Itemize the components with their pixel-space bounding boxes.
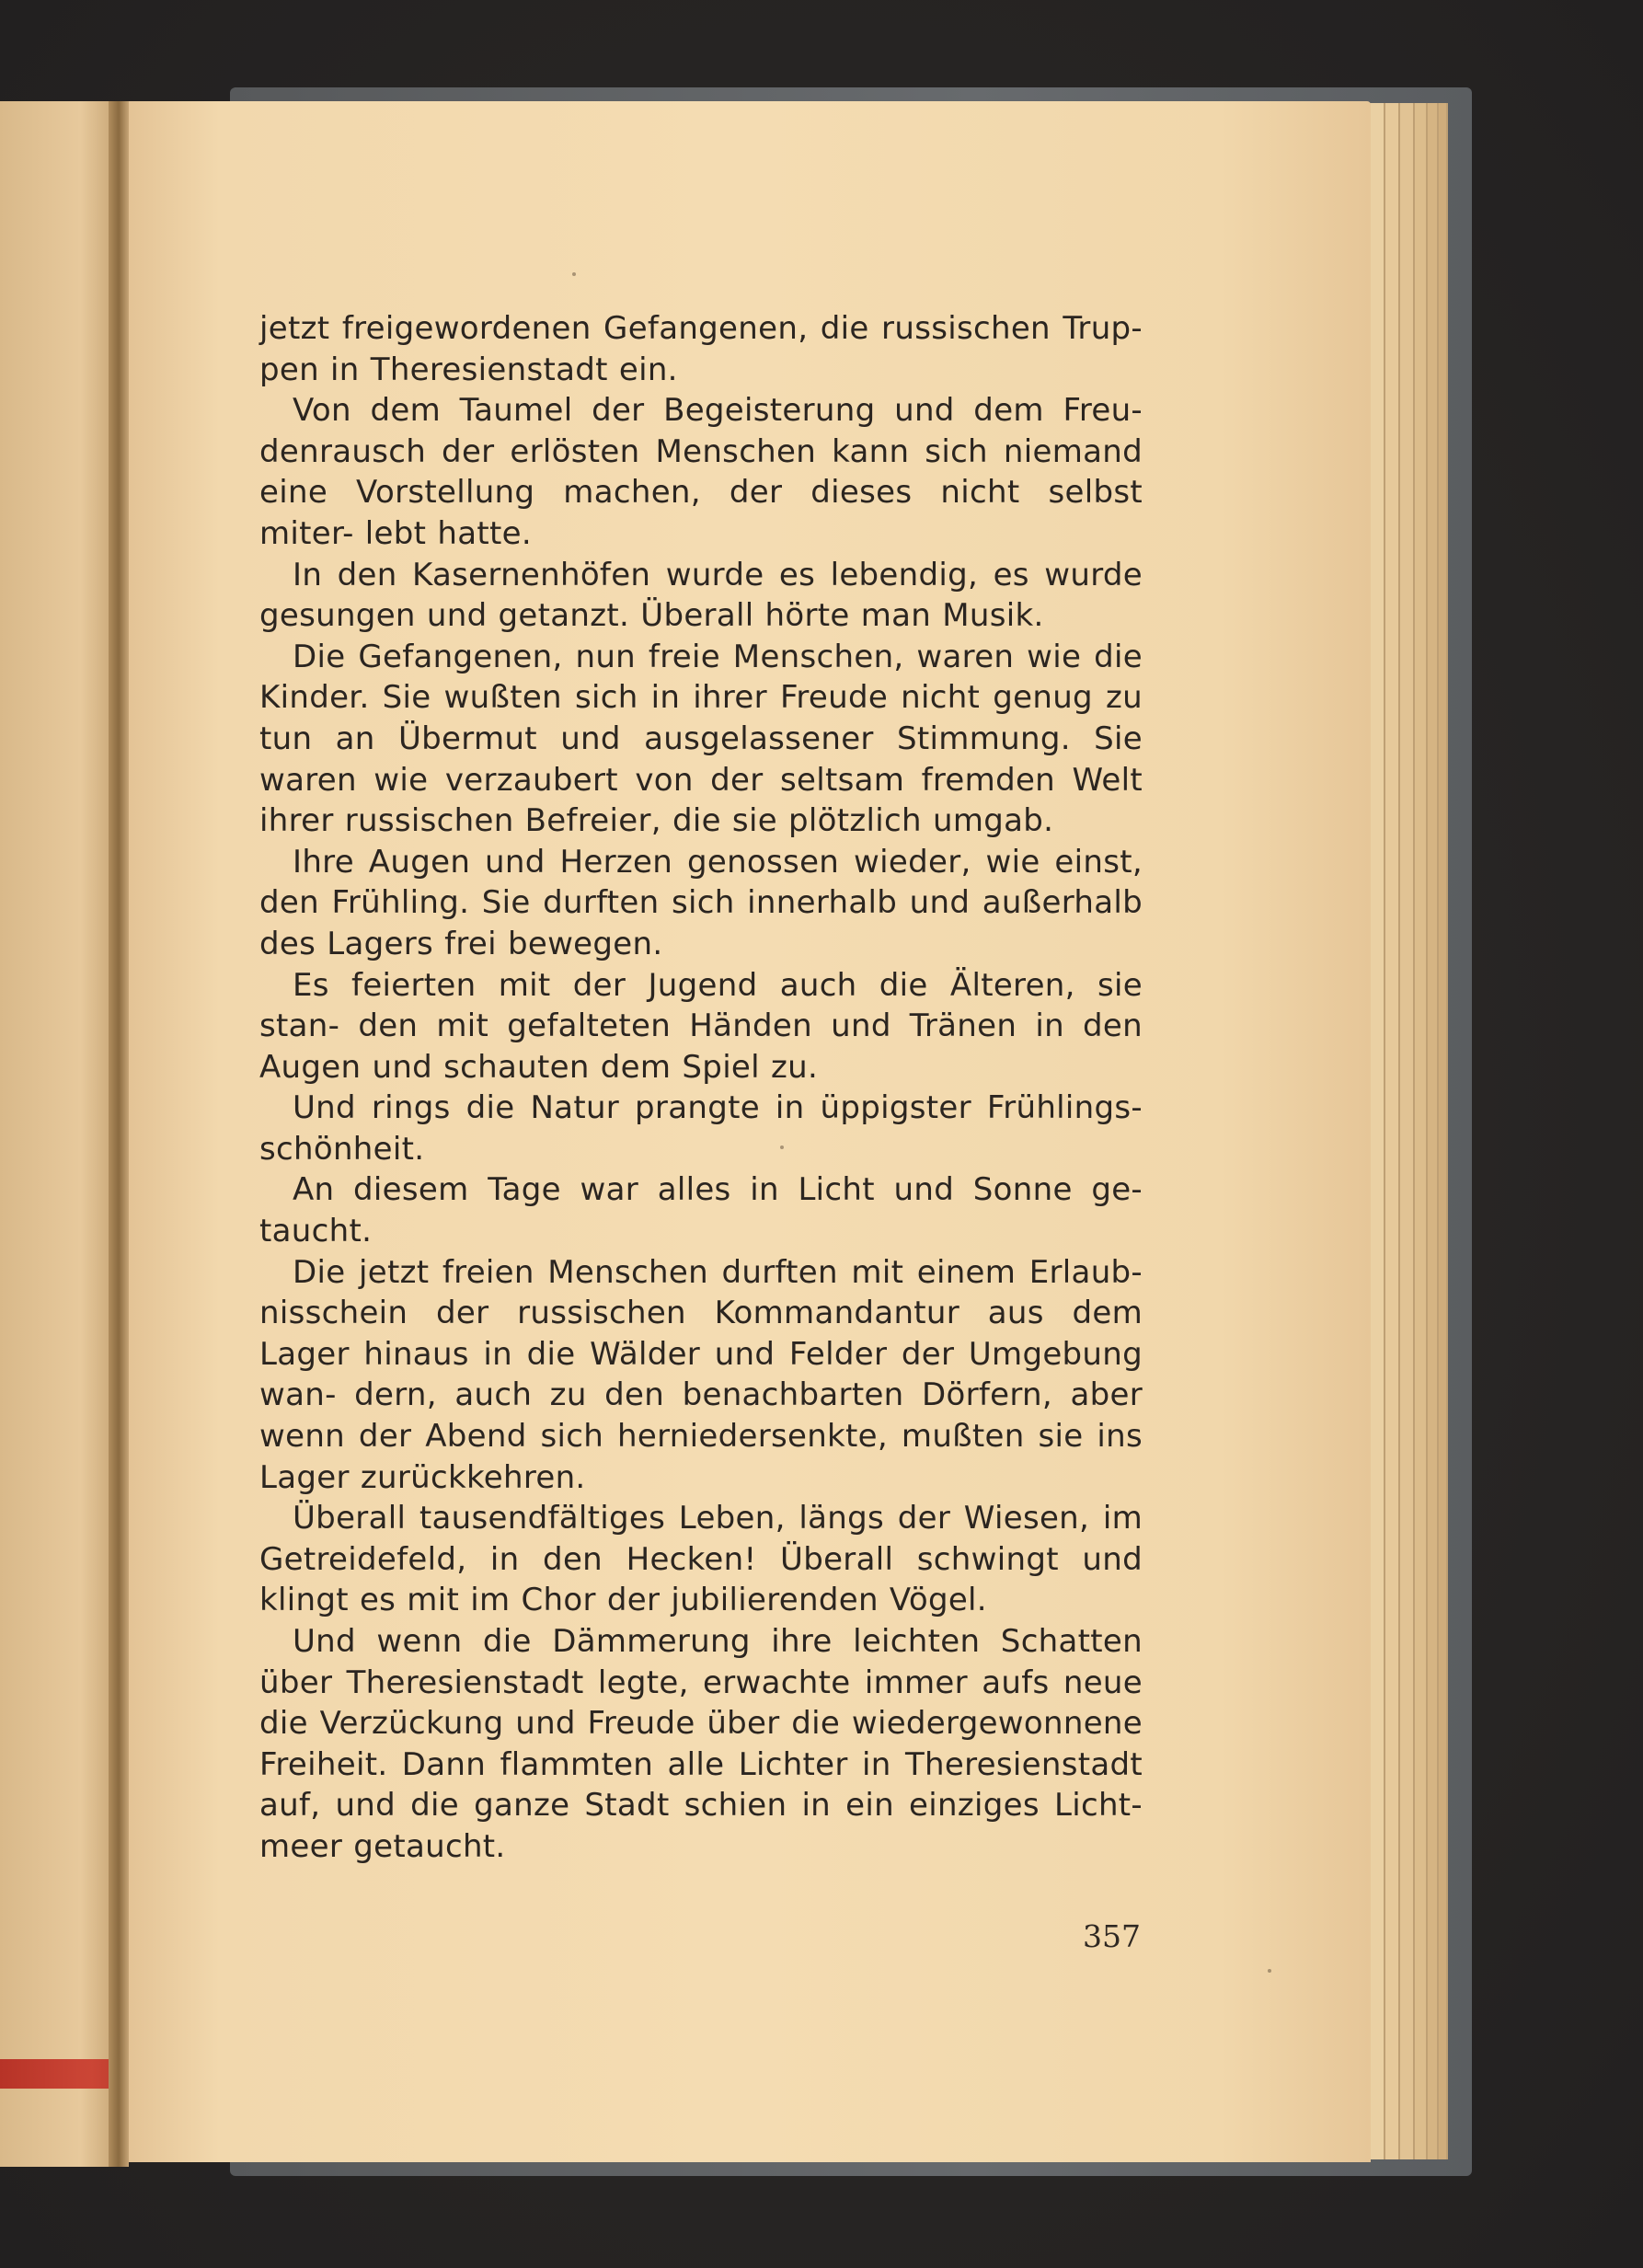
paragraph: Überall tausendfältiges Leben, längs der Wiesen, im Getreidefeld, in den Hecken! Überall schwingt und klingt es mit im Chor der jubilierenden Vögel.	[259, 1500, 1143, 1619]
page-stack-edge	[1385, 103, 1400, 2159]
left-page-edge	[0, 101, 115, 2167]
page-number: 357	[1083, 1918, 1141, 1954]
paragraph: An diesem Tage war alles in Licht und Sonne ge- taucht.	[259, 1171, 1143, 1250]
page-stack-edge	[1369, 103, 1385, 2159]
paragraph: jetzt freigewordenen Gefangenen, die russischen Trup- pen in Theresienstadt ein.	[259, 310, 1143, 388]
page-stack-edge	[1428, 103, 1439, 2159]
paragraph: In den Kasernenhöfen wurde es lebendig, es wurde gesungen und getanzt. Überall hörte man Musik.	[259, 556, 1143, 635]
paper-speck	[572, 272, 576, 276]
paragraph: Die jetzt freien Menschen durften mit einem Erlaub- nisschein der russischen Kommandantur aus dem Lager hinaus in die Wälder und Felder der Umgebung wan- dern, auch zu den benachbarten Dörfern, aber wenn der Abend sich herniedersenkte, mußten sie ins Lager zurückkehren.	[259, 1253, 1143, 1496]
paper-speck	[1268, 1969, 1271, 1973]
page-text-block	[259, 308, 1143, 1868]
book-gutter	[109, 101, 129, 2167]
paragraph: Ihre Augen und Herzen genossen wieder, wie einst, den Frühling. Sie durften sich innerhalb und außerhalb des Lagers frei bewegen.	[259, 843, 1143, 962]
paragraph: Die Gefangenen, nun freie Menschen, waren wie die Kinder. Sie wußten sich in ihrer Freude nicht genug zu tun an Übermut und ausgelassener Stimmung. Sie waren wie verzaubert von der seltsam fremden Welt ihrer russischen Befreier, die sie plötzlich umgab.	[259, 638, 1143, 840]
page-stack-edge	[1400, 103, 1415, 2159]
page-stack-edge	[1439, 103, 1448, 2159]
paragraph: Und wenn die Dämmerung ihre leichten Schatten über Theresienstadt legte, erwachte immer aufs neue die Verzückung und Freude über die wiedergewonnene Freiheit. Dann flammten alle Lichter in Theresienstadt auf, und die ganze Stadt schien in ein einziges Licht- meer getaucht.	[259, 1623, 1143, 1865]
page-stack-edge	[1415, 103, 1428, 2159]
paragraph: Es feierten mit der Jugend auch die Älteren, sie stan- den mit gefalteten Händen und Tränen in den Augen und schauten dem Spiel zu.	[259, 966, 1143, 1086]
paragraph: Und rings die Natur prangte in üppigster Frühlings- schönheit.	[259, 1089, 1143, 1168]
paragraph: Von dem Taumel der Begeisterung und dem Freu- denrausch der erlösten Menschen kann sich niemand eine Vorstellung machen, der dieses nicht selbst miter- lebt hatte.	[259, 392, 1143, 552]
